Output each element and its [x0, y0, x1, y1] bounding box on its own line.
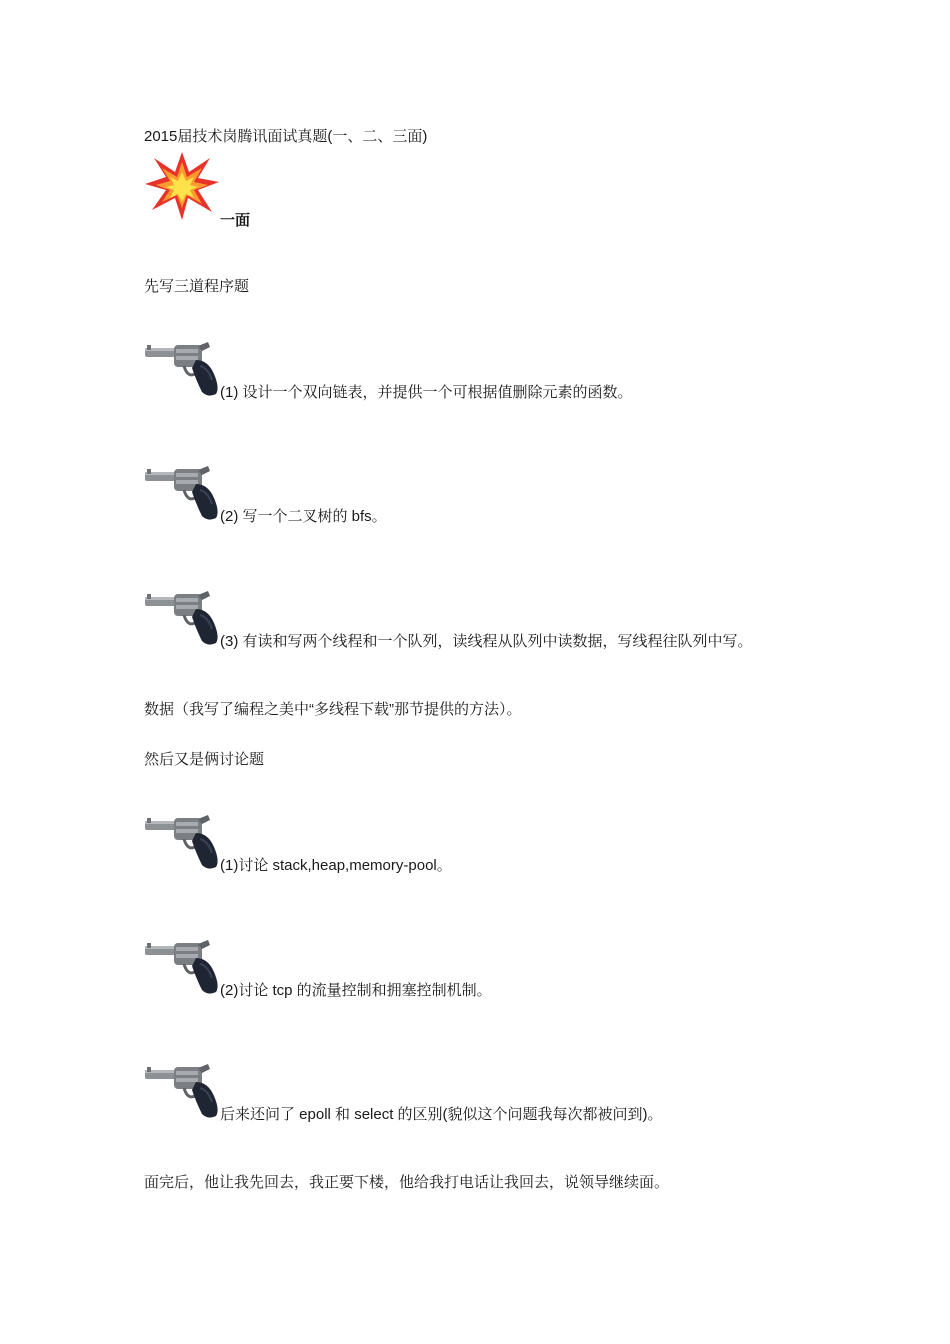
list-item-text: 后来还问了 epoll 和 select 的区别(貌似这个问题我每次都被问到)。: [220, 1106, 663, 1123]
list-item: [144, 591, 844, 651]
list-item: [144, 815, 844, 875]
list-item: [144, 1064, 844, 1124]
pistol-icon: [144, 815, 220, 871]
list-item: [144, 466, 844, 526]
document-title: 2015届技术岗腾讯面试真题(一、二、三面): [144, 128, 428, 145]
list-item-text: (2) 写一个二叉树的 bfs。: [220, 508, 387, 525]
list-item: [144, 940, 844, 1000]
list-item-text: (1)讨论 stack,heap,memory-pool。: [220, 857, 452, 874]
discussion-intro-paragraph: 然后又是俩讨论题: [144, 751, 265, 768]
pistol-icon: [144, 342, 220, 398]
list-item-text: (3) 有读和写两个线程和一个队列，读线程从队列中读数据，写线程往队列中写。: [220, 633, 753, 650]
collision-burst-icon: [144, 150, 220, 222]
section-heading-text: 一面: [220, 212, 251, 229]
pistol-icon: [144, 466, 220, 522]
pistol-icon: [144, 940, 220, 996]
intro-paragraph: 先写三道程序题: [144, 278, 250, 295]
pistol-icon: [144, 1064, 220, 1120]
list-item-text: (2)讨论 tcp 的流量控制和拥塞控制机制。: [220, 982, 492, 999]
closing-paragraph: 面完后，他让我先回去，我正要下楼，他给我打电话让我回去，说领导继续面。: [144, 1174, 670, 1191]
list-item: [144, 342, 844, 402]
list-item-text: (1) 设计一个双向链表，并提供一个可根据值删除元素的函数。: [220, 384, 633, 401]
continuation-paragraph: 数据（我写了编程之美中“多线程下载”那节提供的方法）。: [144, 701, 522, 718]
pistol-icon: [144, 591, 220, 647]
